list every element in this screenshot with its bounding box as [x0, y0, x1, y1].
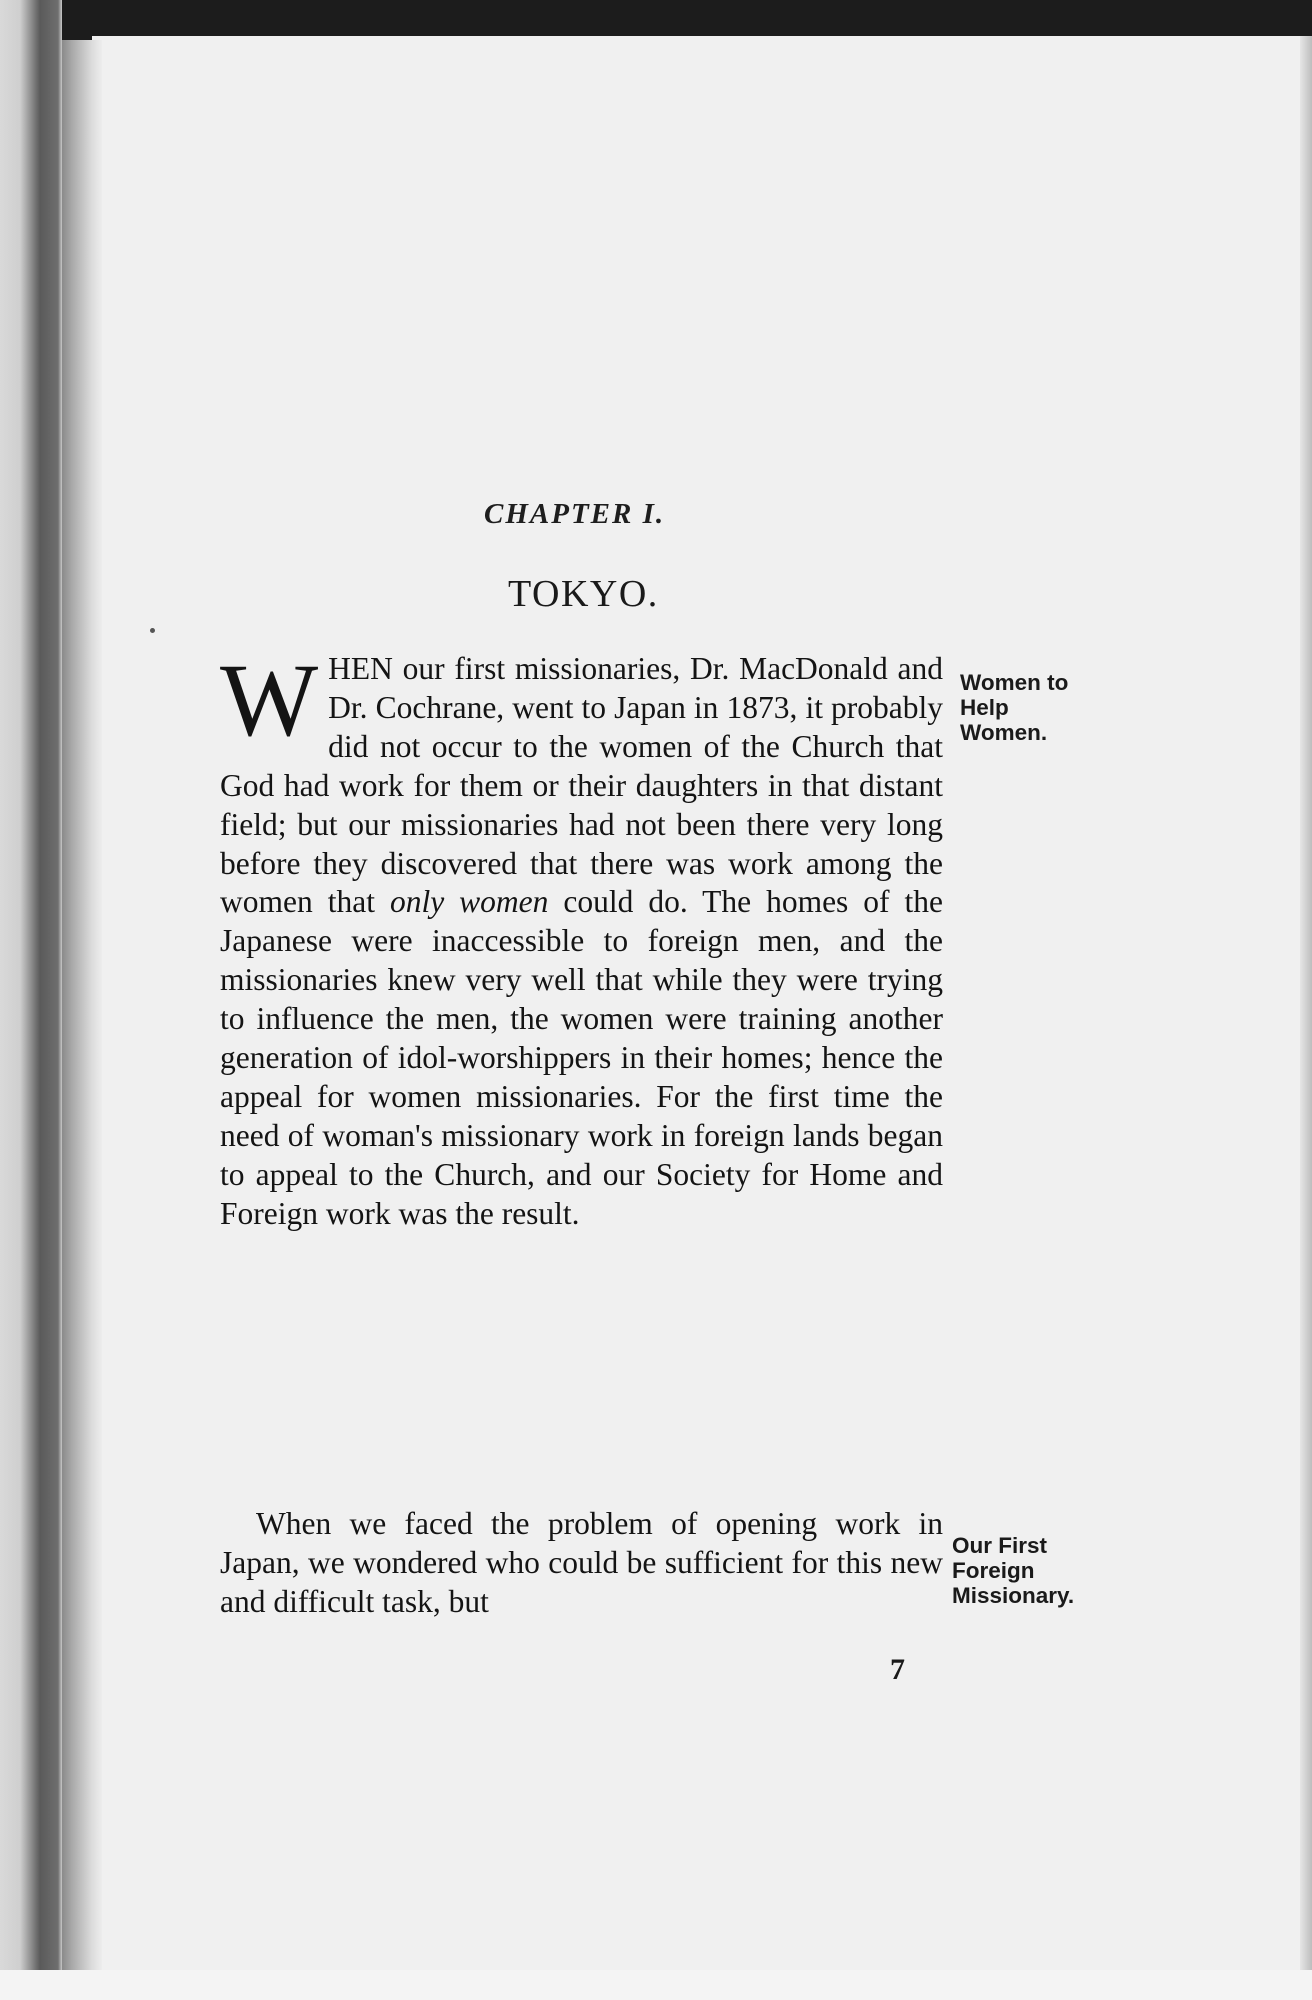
margin-note-line: Our First	[952, 1533, 1048, 1558]
scan-bottom-edge	[0, 1970, 1312, 2000]
margin-note-line: Foreign	[952, 1558, 1035, 1583]
drop-cap: W	[220, 643, 319, 758]
paragraph-2: When we faced the problem of opening work in Japan, we wondered who could be sufficient for this new and difficult task, but	[220, 1506, 943, 1619]
margin-note-our-first-foreign-missionary	[952, 1533, 1074, 1608]
paragraph-1-text: HEN our first missionaries, Dr. MacDonald and Dr. Cochrane, went to Japan in 1873, it probably did not occur to the women of the Church that God had work for them or their daughters in that distant field; but our missionaries had not been there very long before they discovered that there was work among the women that	[220, 651, 943, 920]
chapter-label: CHAPTER I.	[484, 498, 666, 530]
margin-note-line: Missionary.	[952, 1583, 1075, 1608]
paragraph-1-text-after: could do. The homes of the Japanese were inaccessible to foreign men, and the missionaries knew very well that while they were trying to influence the men, the women were training another generation of idol-worshippers in their homes; hence the appeal for women missionaries. For the first time the need of woman's missionary work in foreign lands began to appeal to the Church, and our Society for Home and Foreign work was the result.	[220, 884, 943, 1231]
paragraph-1	[220, 643, 943, 1234]
scan-left-edge	[0, 0, 62, 2000]
margin-note-women-to-help-women	[960, 670, 1068, 745]
margin-note-line: Women.	[960, 720, 1048, 745]
margin-note-line: Women to	[960, 670, 1069, 695]
ink-speck	[150, 628, 155, 633]
chapter-title: TOKYO.	[508, 573, 659, 615]
scan-right-edge	[1300, 36, 1312, 1976]
margin-note-line: Help	[960, 695, 1009, 720]
page-gutter-shadow	[62, 40, 102, 1985]
page-number: 7	[890, 1653, 905, 1686]
paragraph-1-emphasis: only women	[389, 884, 549, 920]
